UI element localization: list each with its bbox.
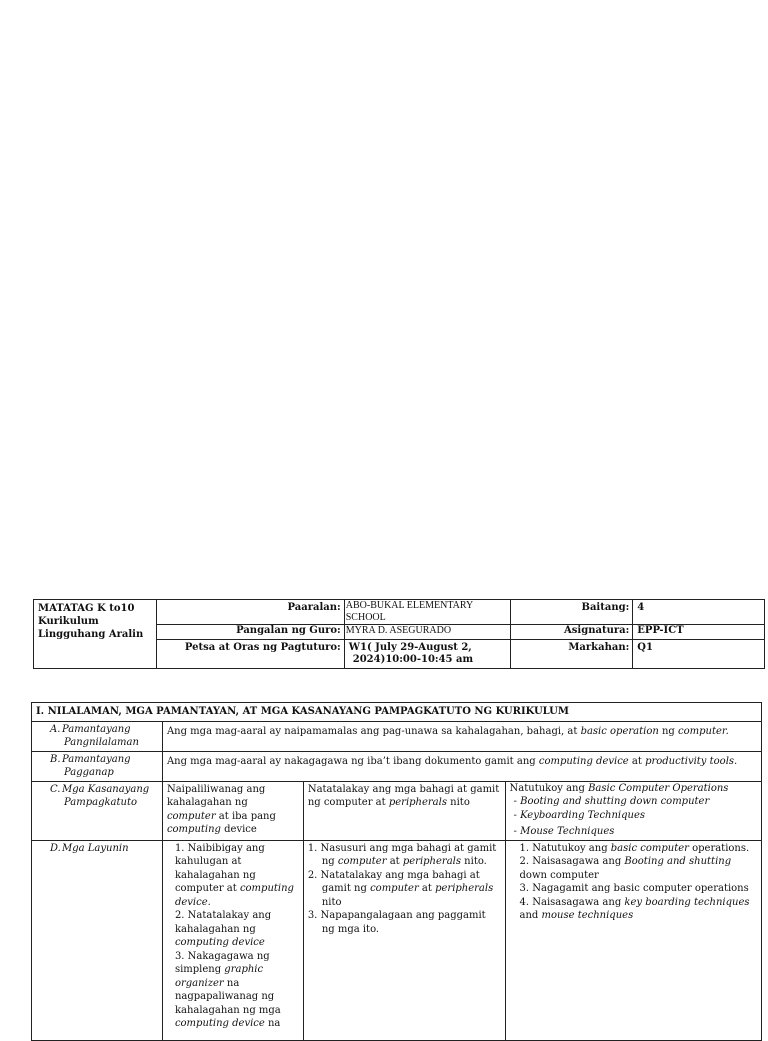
row-d-col1-i2em: computing device (174, 937, 265, 948)
row-d-label-text: Mga Layunin (62, 842, 129, 854)
row-d-col3-i2a: 2. Naisasagawa ang (519, 856, 625, 867)
row-d-col1-i1a: 1. Naibibigay ang kahulugan at kahalagahan ng computer at (174, 842, 265, 894)
petsa-label: Petsa at Oras ng Pagtuturo: (156, 640, 344, 669)
row-d-col3-i1b: operations. (688, 842, 750, 854)
asignatura-label: Asignatura: (511, 625, 633, 640)
row-d-col3-i3a: 3. Nagagamit ang basic computer operations (519, 883, 749, 894)
row-c-col2-2: nito (446, 797, 470, 808)
markahan-label: Markahan: (511, 640, 633, 669)
row-b-text-1: Ang mga mag-aaral ay nakagagawa ng iba’t ibang dokumento gamit ang (166, 755, 539, 767)
row-c-col1-3: device (220, 824, 257, 835)
row-c-col1-2: at iba pang (215, 810, 276, 822)
header-table (33, 599, 765, 669)
row-d-col1-i3b: na nagpapaliwanag ng kahalagahan ng mga (174, 977, 281, 1016)
row-d-col2-i2c: nito (321, 896, 342, 908)
row-c-col1 (162, 781, 303, 840)
curriculum-title-cell (34, 600, 157, 669)
row-d-col2-item1 (308, 842, 501, 869)
row-d-col1-i3c: na (264, 1018, 281, 1029)
row-c-col3-head (510, 782, 757, 796)
row-d-col3-i4em: key boarding techniques (624, 896, 750, 908)
row-a-label (32, 721, 163, 751)
row-d-col3-i4a: 4. Naisasagawa ang (519, 896, 625, 908)
row-b-text-em1: computing device (538, 755, 629, 767)
row-c-letter: C. (50, 783, 61, 795)
row-b-label-1: Pamantayang (62, 753, 131, 765)
row-b-text (162, 751, 761, 781)
row-d-col1-i3a: 3. Nakagagawa ng simpleng (174, 950, 270, 975)
row-d-col3 (505, 840, 761, 1040)
row-b-label-2: Pagganap (64, 767, 114, 778)
row-d-col2-i2b: at (418, 883, 436, 894)
row-c-col3-b3 (510, 825, 757, 839)
row-a-label-2: Pangnilalaman (64, 737, 139, 748)
row-a-text-2: ng (658, 725, 678, 737)
row-c-col3-b1-text: - Booting and shutting down computer (513, 796, 710, 807)
row-a-text (162, 721, 761, 751)
row-c-col3 (505, 781, 761, 840)
petsa-value (344, 640, 511, 669)
row-d-col2-i1em2: peripherals (402, 856, 461, 867)
row-d-col3-item4 (520, 896, 757, 923)
row-c-col3-b1 (510, 795, 757, 809)
row-a-text-1: Ang mga mag-aaral ay naipamamalas ang pag-unawa sa kahalagahan, bahagi, at (166, 725, 581, 737)
curriculum-table (31, 702, 762, 1041)
row-d-col2-i1em: computer (337, 856, 387, 867)
row-c-label-1: Mga Kasanayang (62, 783, 150, 795)
row-d-col2-i1c: nito. (461, 856, 487, 867)
row-c-col3-b2-text: - Keyboarding Techniques (513, 809, 646, 821)
row-d-col1-item2 (175, 909, 297, 950)
baitang-label: Baitang: (511, 600, 633, 625)
row-c-col3-em: Basic Computer Operations (588, 782, 729, 794)
section-title: I. NILALAMAN, MGA PAMANTAYAN, AT MGA KASANAYANG PAMPAGKATUTO NG KURIKULUM (32, 703, 762, 722)
row-d-col3-item2 (520, 855, 757, 882)
row-d-col3-i1em: basic computer (610, 842, 689, 854)
row-d-col2-i2em: computer (370, 883, 419, 894)
row-c-col3-1: Natutukoy ang (509, 782, 589, 794)
row-d-col1-i3em2: computing device (174, 1018, 265, 1029)
row-d-col3-i4b: and (519, 910, 542, 921)
row-a-text-em2: computer. (678, 725, 729, 737)
row-c-col1-1: Naipaliliwanag ang kahalagahan ng (166, 783, 266, 808)
row-c-label (32, 781, 163, 840)
guro-value: MYRA D. ASEGURADO (344, 625, 511, 640)
row-c-col3-b3-text: - Mouse Techniques (513, 826, 615, 837)
row-d-col1-i2a: 2. Natatalakay ang kahalagahan ng (174, 910, 272, 935)
row-d-col2-item3 (308, 909, 501, 936)
row-d-col2-i1b: at (386, 856, 403, 867)
petsa-value-1: W1( July 29-August 2, (348, 642, 472, 653)
row-b-letter: B. (50, 753, 61, 765)
row-a-label-1: Pamantayang (62, 723, 131, 735)
row-d-col2-i3a: 3. Napapangalagaan ang paggamit ng mga ito. (307, 910, 486, 935)
row-a-letter: A. (50, 723, 61, 735)
row-d-label (32, 840, 163, 1040)
paaralan-value: ABO-BUKAL ELEMENTARY SCHOOL (344, 600, 511, 625)
row-d-col2-i1a: 1. Nasusuri ang mga bahagi at gamit ng (307, 842, 497, 867)
curriculum-title-3: Lingguhang Aralin (38, 629, 144, 640)
row-d-col1-item3 (175, 950, 297, 1031)
curriculum-title-2: Kurikulum (38, 616, 99, 627)
row-d-col2 (303, 840, 505, 1040)
markahan-value: Q1 (633, 640, 765, 669)
row-c-col3-b2 (510, 809, 757, 823)
row-a-text-em1: basic operation (580, 725, 659, 737)
row-d-col3-item1 (520, 842, 757, 856)
row-d-col3-i2em: Booting and shutting (624, 856, 732, 867)
row-d-col2-i2a: 2. Natatalakay ang mga bahagi at gamit ng (307, 869, 480, 894)
asignatura-value: EPP-ICT (633, 625, 765, 640)
row-d-col2-i2em2: peripherals (435, 883, 494, 894)
row-d-col2-item2 (308, 869, 501, 910)
row-b-text-em2: productivity tools. (645, 755, 738, 767)
row-d-col1 (162, 840, 303, 1040)
row-c-col2-1: Natatalakay ang mga bahagi at gamit ng computer at (307, 783, 500, 808)
row-d-col3-item3 (520, 882, 757, 896)
petsa-value-2: 2024)10:00-10:45 am (352, 654, 474, 665)
row-b-text-2: at (628, 755, 646, 767)
guro-label: Pangalan ng Guro: (156, 625, 344, 640)
row-d-col1-i3em: graphic organizer (174, 964, 264, 989)
row-d-col3-i2b: down computer (519, 869, 599, 881)
paaralan-label: Paaralan: (156, 600, 344, 625)
row-d-col1-i1em: computing device. (174, 883, 294, 908)
row-c-label-2: Pampagkatuto (64, 797, 138, 808)
row-c-col1-em2: computing (166, 824, 221, 835)
row-d-col3-i1a: 1. Natutukoy ang (519, 842, 611, 854)
row-c-col2-em: peripherals (388, 797, 447, 808)
row-d-letter: D. (50, 842, 61, 854)
row-b-label (32, 751, 163, 781)
baitang-value: 4 (633, 600, 765, 625)
row-d-col1-item1 (175, 842, 297, 910)
row-c-col1-em: computer (166, 810, 216, 822)
row-c-col2 (303, 781, 505, 840)
curriculum-title-1: MATATAG K to10 (38, 603, 135, 614)
row-d-col3-i4em2: mouse techniques (541, 910, 634, 921)
